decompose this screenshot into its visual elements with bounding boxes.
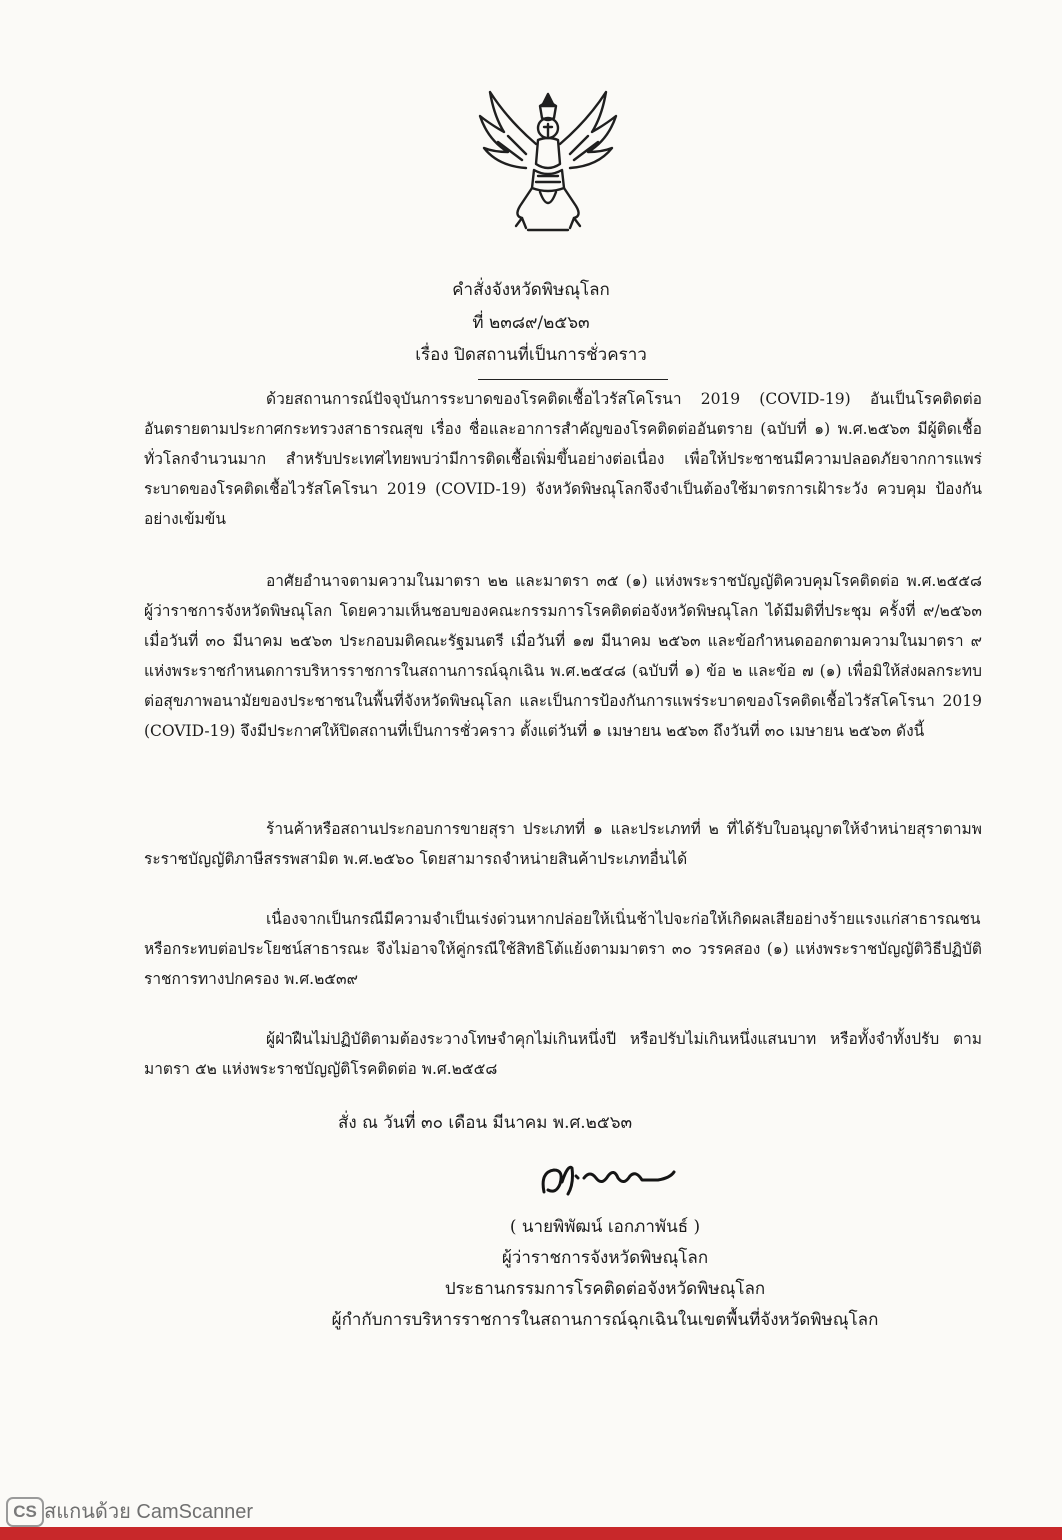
heading-divider [478,379,668,380]
signatory-name: ( นายพิพัฒน์ เอกภาพันธ์ ) [509,1217,701,1237]
garuda-emblem-icon [468,80,628,240]
camscanner-logo-icon: CS [6,1497,44,1527]
signatory-title-1: ผู้ว่าราชการจังหวัดพิษณุโลก [501,1248,709,1268]
footer-color-bar [0,1527,1062,1540]
paragraph-4: เนื่องจากเป็นกรณีมีความจำเป็นเร่งด่วนหากปล่อยให้เนิ่นช้าไปจะก่อให้เกิดผลเสียอย่างร้ายแรงแก่สาธารณชนหรือกระทบต่อประโยชน์สาธารณะ จึงไม่อาจให้คู่กรณีใช้สิทธิโต้แย้งตามมาตรา ๓๐ วรรคสอง (๑) แห่งพระราชบัญญัติวิธีปฏิบัติราชการทางปกครอง พ.ศ.๒๕๓๙ [144,910,982,988]
signatory-title-2: ประธานกรรมการโรคติดต่อจังหวัดพิษณุโลก [444,1279,766,1299]
order-title: คำสั่งจังหวัดพิษณุโลก [452,280,610,300]
order-subject: เรื่อง ปิดสถานที่เป็นการชั่วคราว [415,345,647,365]
paragraph-1: ด้วยสถานการณ์ปัจจุบันการระบาดของโรคติดเชื้อไวรัสโคโรนา 2019 (COVID-19) อันเป็นโรคติดต่ออันตรายตามประกาศกระทรวงสาธารณสุข เรื่อง ชื่อและอาการสำคัญของโรคติดต่ออันตราย (ฉบับที่ ๑) พ.ศ.๒๕๖๓ มีผู้ติดเชื้อทั่วโลกจำนวนมาก สำหรับประเทศไทยพบว่ามีการติดเชื้อเพิ่มขึ้นอย่างต่อเนื่อง เพื่อให้ประชาชนมีความปลอดภัยจากการแพร่ระบาดของโรคติดเชื้อไวรัสโคโรนา 2019 (COVID-19) จังหวัดพิษณุโลกจึงจำเป็นต้องใช้มาตรการเฝ้าระวัง ควบคุม ป้องกันอย่างเข้มข้น [144,390,982,528]
signatory-title-3: ผู้กำกับการบริหารราชการในสถานการณ์ฉุกเฉินในเขตพื้นที่จังหวัดพิษณุโลก [331,1310,879,1330]
camscanner-watermark-text: สแกนด้วย CamScanner [44,1501,254,1523]
paragraph-5: ผู้ฝ่าฝืนไม่ปฏิบัติตามต้องระวางโทษจำคุกไม่เกินหนึ่งปี หรือปรับไม่เกินหนึ่งแสนบาท หรือทั้งจำทั้งปรับ ตามมาตรา ๕๒ แห่งพระราชบัญญัติโรคติดต่อ พ.ศ.๒๕๕๘ [144,1030,982,1078]
paragraph-3: ร้านค้าหรือสถานประกอบการขายสุรา ประเภทที่ ๑ และประเภทที่ ๒ ที่ได้รับใบอนุญาตให้จำหน่ายสุราตามพระราชบัญญัติภาษีสรรพสามิต พ.ศ.๒๕๖๐ โดยสามารถจำหน่ายสินค้าประเภทอื่นได้ [144,820,982,868]
handwritten-signature-icon [538,1154,678,1204]
order-date: สั่ง ณ วันที่ ๓๐ เดือน มีนาคม พ.ศ.๒๕๖๓ [338,1113,633,1133]
order-number: ที่ ๒๓๘๙/๒๕๖๓ [472,313,590,333]
paragraph-2: อาศัยอำนาจตามความในมาตรา ๒๒ และมาตรา ๓๕ (๑) แห่งพระราชบัญญัติควบคุมโรคติดต่อ พ.ศ.๒๕๕๘ ผู้ว่าราชการจังหวัดพิษณุโลก โดยความเห็นชอบของคณะกรรมการโรคติดต่อจังหวัดพิษณุโลก ได้มีมติที่ประชุม ครั้งที่ ๙/๒๕๖๓ เมื่อวันที่ ๓๐ มีนาคม ๒๕๖๓ ประกอบมติคณะรัฐมนตรี เมื่อวันที่ ๑๗ มีนาคม ๒๕๖๓ และข้อกำหนดออกตามความในมาตรา ๙ แห่งพระราชกำหนดการบริหารราชการในสถานการณ์ฉุกเฉิน พ.ศ.๒๕๔๘ (ฉบับที่ ๑) ข้อ ๒ และข้อ ๗ (๑) เพื่อมิให้ส่งผลกระทบต่อสุขภาพอนามัยของประชาชนในพื้นที่จังหวัดพิษณุโลก และเป็นการป้องกันการแพร่ระบาดของโรคติดเชื้อไวรัสโคโรนา 2019 (COVID-19) จึงมีประกาศให้ปิดสถานที่เป็นการชั่วคราว ตั้งแต่วันที่ ๑ เมษายน ๒๕๖๓ ถึงวันที่ ๓๐ เมษายน ๒๕๖๓ ดังนี้ [144,572,982,740]
